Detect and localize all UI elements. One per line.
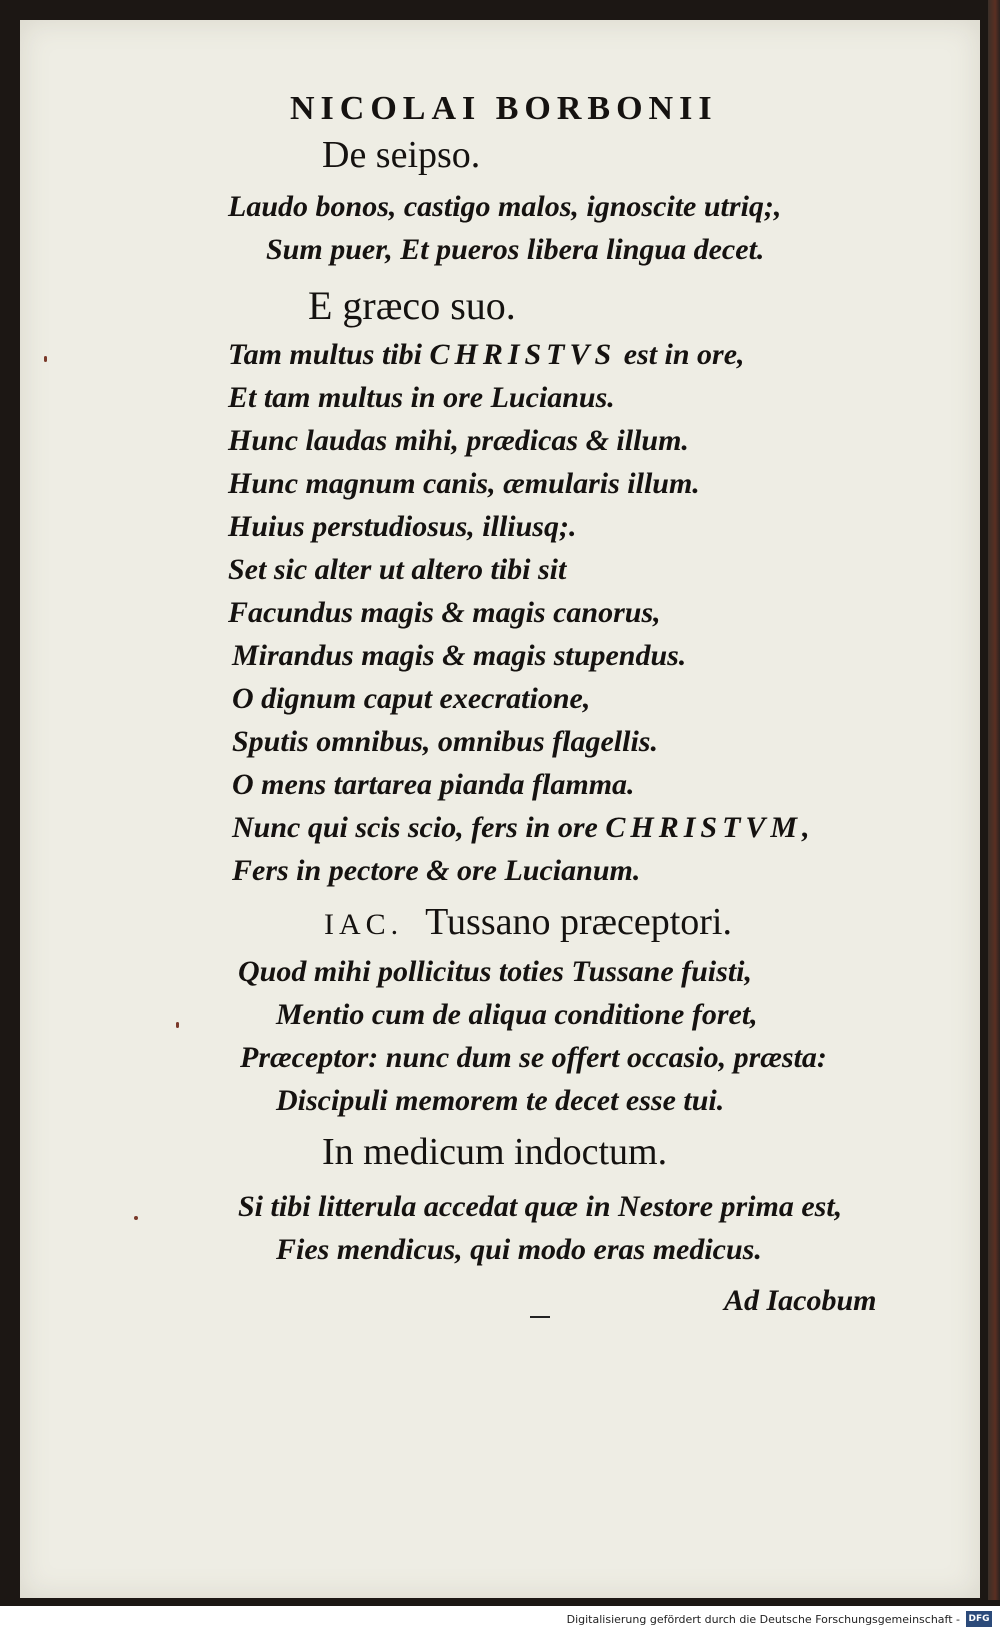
verse-line: Facundus magis & magis canorus, <box>228 596 661 629</box>
verse-line <box>228 338 745 372</box>
catchword: Ad Iacobum <box>724 1284 877 1317</box>
poem-title: In medicum indoctum. <box>322 1131 668 1173</box>
digitization-footer <box>0 1606 1000 1636</box>
verse-text: Tam multus tibi <box>228 338 430 371</box>
verse-line: Discipuli memorem te decet esse tui. <box>276 1084 725 1117</box>
ink-fleck <box>134 1216 138 1220</box>
verse-line: Set sic alter ut altero tibi sit <box>228 553 567 586</box>
dfg-logo: DFG <box>966 1611 992 1627</box>
verse-text: Nunc qui scis scio, fers in ore <box>232 811 606 844</box>
verse-line: Hunc magnum canis, æmularis illum. <box>228 467 700 500</box>
verse-line: Sputis omnibus, omnibus flagellis. <box>232 725 658 758</box>
verse-line: Fies mendicus, qui modo eras medicus. <box>276 1233 762 1266</box>
verse-line: Quod mihi pollicitus toties Tussane fuisti, <box>238 955 752 988</box>
verse-caps: CHRISTVS <box>429 338 617 371</box>
verse-line: Mirandus magis & magis stupendus. <box>232 639 687 672</box>
verse-line: O dignum caput execratione, <box>232 682 591 715</box>
verse-line: Fers in pectore & ore Lucianum. <box>232 854 641 887</box>
poem-title: Tussano præceptori. <box>425 901 732 943</box>
verse-line: Huius perstudiosus, illiusq;. <box>228 510 577 543</box>
verse-line: Sum puer, Et pueros libera lingua decet. <box>266 233 765 266</box>
running-head: NICOLAI BORBONII <box>290 90 718 127</box>
poem-title-prefix: IAC. <box>324 908 404 941</box>
book-edge <box>988 0 1000 1600</box>
ink-fleck <box>44 356 47 362</box>
verse-line <box>232 811 815 845</box>
verse-caps: CHRISTVM, <box>605 811 815 844</box>
page-mark <box>530 1316 550 1318</box>
verse-line: Et tam multus in ore Lucianus. <box>228 381 615 414</box>
ink-fleck <box>176 1022 179 1028</box>
poem-title: De seipso. <box>322 134 481 176</box>
poem-title: E græco suo. <box>308 283 516 328</box>
verse-line: Præceptor: nunc dum se offert occasio, præsta: <box>240 1041 827 1074</box>
poem-heading <box>324 900 732 944</box>
verse-text: est in ore, <box>616 338 745 371</box>
verse-line: Hunc laudas mihi, prædicas & illum. <box>228 424 689 457</box>
verse-line: O mens tartarea pianda flamma. <box>232 768 635 801</box>
verse-line: Laudo bonos, castigo malos, ignoscite utriq;, <box>228 190 782 223</box>
footer-credit: Digitalisierung gefördert durch die Deutsche Forschungsgemeinschaft - <box>566 1613 960 1626</box>
verse-line: Si tibi litterula accedat quæ in Nestore prima est, <box>238 1190 843 1223</box>
verse-line: Mentio cum de aliqua conditione foret, <box>276 998 758 1031</box>
